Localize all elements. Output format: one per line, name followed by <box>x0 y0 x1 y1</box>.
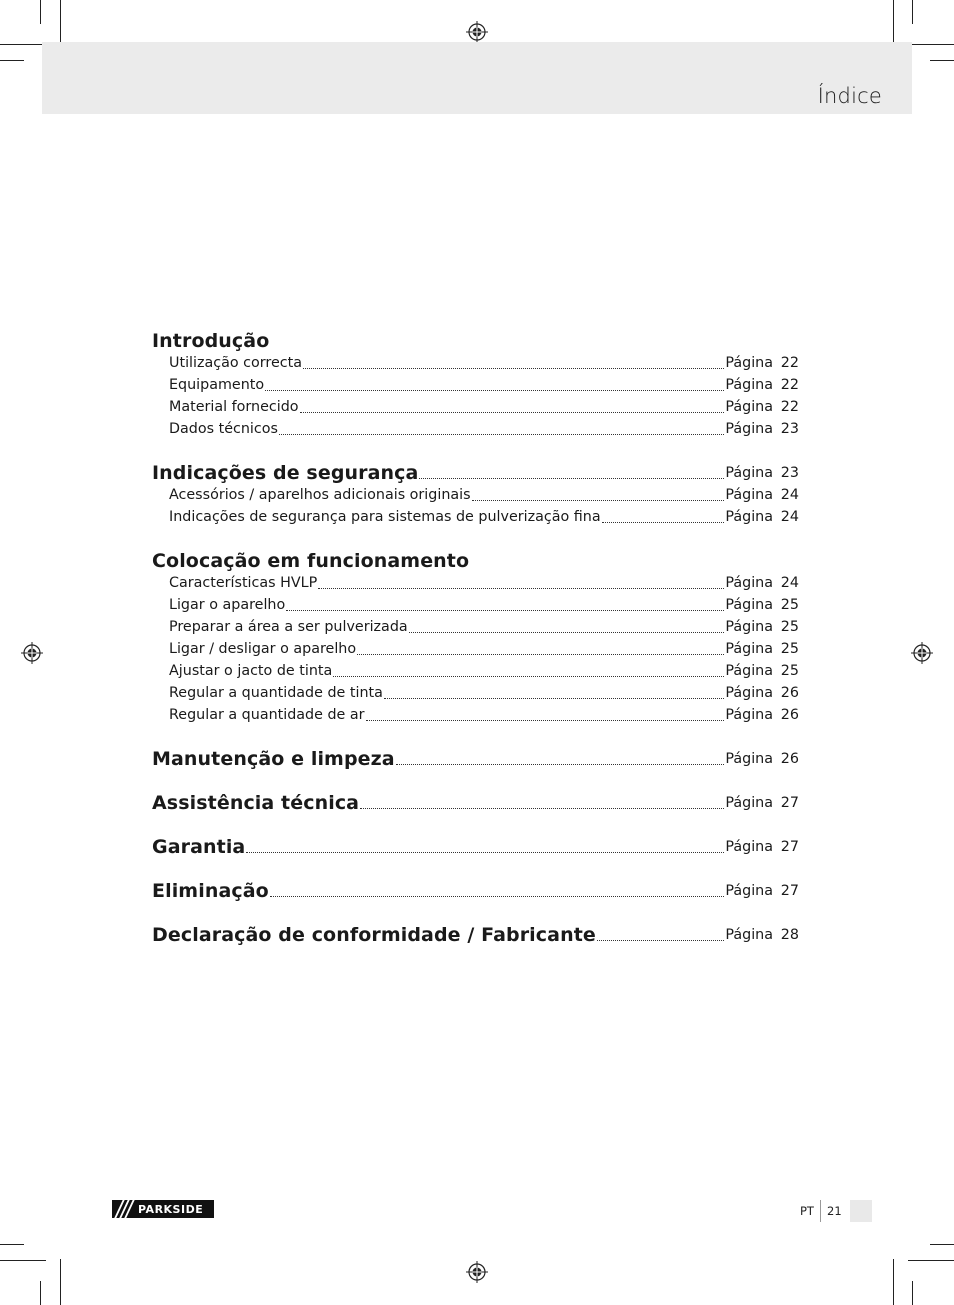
crop-mark <box>908 1260 954 1261</box>
page-word: Página <box>725 795 773 811</box>
page-word: Página <box>725 883 773 899</box>
toc-section-seguranca <box>152 462 799 528</box>
crop-mark <box>0 44 46 45</box>
crop-mark <box>40 0 41 24</box>
toc-entry[interactable] <box>152 484 799 506</box>
entry-label: Dados técnicos <box>169 421 278 437</box>
toc-entry[interactable] <box>152 660 799 682</box>
header-band <box>42 42 912 114</box>
toc-section-eliminacao <box>152 880 799 902</box>
toc-section-introducao <box>152 330 799 440</box>
toc-entry[interactable] <box>152 418 799 440</box>
language-code: PT <box>800 1204 814 1218</box>
registration-mark-icon <box>466 1261 488 1283</box>
registration-mark-icon <box>466 21 488 43</box>
crop-mark <box>0 1260 46 1261</box>
crop-mark <box>930 1244 954 1245</box>
page-number: 26 <box>780 707 799 723</box>
toc-entry[interactable] <box>152 638 799 660</box>
page-number: 26 <box>780 685 799 701</box>
entry-label: Regular a quantidade de ar <box>169 707 365 723</box>
crop-mark <box>0 60 24 61</box>
toc-entry[interactable] <box>152 704 799 726</box>
page-number: 22 <box>780 355 799 371</box>
entry-label: Ajustar o jacto de tinta <box>169 663 333 679</box>
page-number: 24 <box>780 487 799 503</box>
dot-leader <box>602 521 725 523</box>
entry-label: Equipamento <box>169 377 265 393</box>
dot-leader <box>357 653 724 655</box>
section-heading: Declaração de conformidade / Fabricante <box>152 924 596 946</box>
page-word: Página <box>725 641 773 657</box>
page-number: 22 <box>780 377 799 393</box>
entry-label: Ligar o aparelho <box>169 597 286 613</box>
table-of-contents <box>152 330 799 946</box>
section-heading: Assistência técnica <box>152 792 360 814</box>
entry-label: Utilização correcta <box>169 355 302 371</box>
toc-section-assistencia <box>152 792 799 814</box>
crop-mark <box>40 1281 41 1305</box>
toc-heading-entry[interactable] <box>152 880 799 902</box>
dot-leader <box>409 631 725 633</box>
page-number: 24 <box>780 509 799 525</box>
toc-entry[interactable] <box>152 682 799 704</box>
entry-label: Preparar a área a ser pulverizada <box>169 619 408 635</box>
page-word: Página <box>725 355 773 371</box>
page-number: 28 <box>780 927 799 943</box>
toc-heading-entry[interactable] <box>152 462 799 484</box>
toc-entry[interactable] <box>152 506 799 528</box>
brand-name: PARKSIDE <box>138 1202 204 1216</box>
toc-entry[interactable] <box>152 374 799 396</box>
page-number: 27 <box>780 839 799 855</box>
section-heading: Colocação em funcionamento <box>152 550 470 572</box>
section-heading: Indicações de segurança <box>152 462 419 484</box>
dot-leader <box>300 411 725 413</box>
page-word: Página <box>725 839 773 855</box>
entry-label: Ligar / desligar o aparelho <box>169 641 357 657</box>
dot-leader <box>286 609 724 611</box>
page-number: 25 <box>780 619 799 635</box>
registration-mark-icon <box>911 642 933 664</box>
section-heading: Garantia <box>152 836 246 858</box>
toc-heading-entry[interactable] <box>152 748 799 770</box>
toc-entry[interactable] <box>152 572 799 594</box>
section-heading: Introdução <box>152 330 270 352</box>
toc-section-declaracao <box>152 924 799 946</box>
crop-mark <box>0 1244 24 1245</box>
toc-heading-entry[interactable] <box>152 792 799 814</box>
section-heading: Manutenção e limpeza <box>152 748 395 770</box>
toc-entry[interactable] <box>152 396 799 418</box>
entry-label: Características HVLP <box>169 575 318 591</box>
page-word: Página <box>725 575 773 591</box>
dot-leader <box>265 389 724 391</box>
page-word: Página <box>725 707 773 723</box>
page-number: 25 <box>780 641 799 657</box>
entry-label: Material fornecido <box>169 399 299 415</box>
registration-mark-icon <box>21 642 43 664</box>
page-word: Página <box>725 619 773 635</box>
toc-heading-entry[interactable] <box>152 924 799 946</box>
crop-mark <box>60 1259 61 1305</box>
dot-leader <box>333 675 724 677</box>
page-word: Página <box>725 399 773 415</box>
dot-leader <box>419 477 724 479</box>
toc-heading-entry[interactable] <box>152 836 799 858</box>
page-word: Página <box>725 509 773 525</box>
page-word: Página <box>725 377 773 393</box>
page-word: Página <box>725 751 773 767</box>
section-heading: Eliminação <box>152 880 269 902</box>
page-title: Índice <box>817 84 882 108</box>
crop-mark <box>908 44 954 45</box>
page-number: 25 <box>780 663 799 679</box>
footer-tab <box>850 1200 872 1222</box>
dot-leader <box>366 719 725 721</box>
page-number: 22 <box>780 399 799 415</box>
crop-mark <box>60 0 61 46</box>
slashes-icon <box>112 1200 136 1218</box>
dot-leader <box>279 433 724 435</box>
dot-leader <box>318 587 724 589</box>
page-number: 23 <box>780 465 799 481</box>
page-word: Página <box>725 487 773 503</box>
dot-leader <box>303 367 724 369</box>
dot-leader <box>396 763 725 765</box>
dot-leader <box>384 697 724 699</box>
page-number: 27 <box>780 883 799 899</box>
page-number: 25 <box>780 597 799 613</box>
page-word: Página <box>725 685 773 701</box>
parkside-logo <box>112 1200 214 1218</box>
page-word: Página <box>725 663 773 679</box>
page-number: 24 <box>780 575 799 591</box>
crop-mark <box>930 60 954 61</box>
dot-leader <box>270 895 725 897</box>
page-word: Página <box>725 597 773 613</box>
crop-mark <box>893 1259 894 1305</box>
dot-leader <box>472 499 725 501</box>
page-word: Página <box>725 465 773 481</box>
page-number-footer: 21 <box>827 1204 842 1218</box>
dot-leader <box>246 851 724 853</box>
crop-mark <box>912 0 913 24</box>
toc-entry[interactable] <box>152 616 799 638</box>
crop-mark <box>912 1281 913 1305</box>
page-number: 27 <box>780 795 799 811</box>
toc-section-manutencao <box>152 748 799 770</box>
entry-label: Acessórios / aparelhos adicionais originais <box>169 487 471 503</box>
page-number: 26 <box>780 751 799 767</box>
toc-entry[interactable] <box>152 594 799 616</box>
toc-section-funcionamento <box>152 550 799 726</box>
crop-mark <box>893 0 894 46</box>
toc-entry[interactable] <box>152 352 799 374</box>
dot-leader <box>360 807 724 809</box>
toc-section-garantia <box>152 836 799 858</box>
footer-divider <box>820 1200 821 1222</box>
dot-leader <box>597 939 725 941</box>
page-word: Página <box>725 927 773 943</box>
entry-label: Indicações de segurança para sistemas de pulverização fina <box>169 509 601 525</box>
entry-label: Regular a quantidade de tinta <box>169 685 383 701</box>
page-number: 23 <box>780 421 799 437</box>
page-word: Página <box>725 421 773 437</box>
